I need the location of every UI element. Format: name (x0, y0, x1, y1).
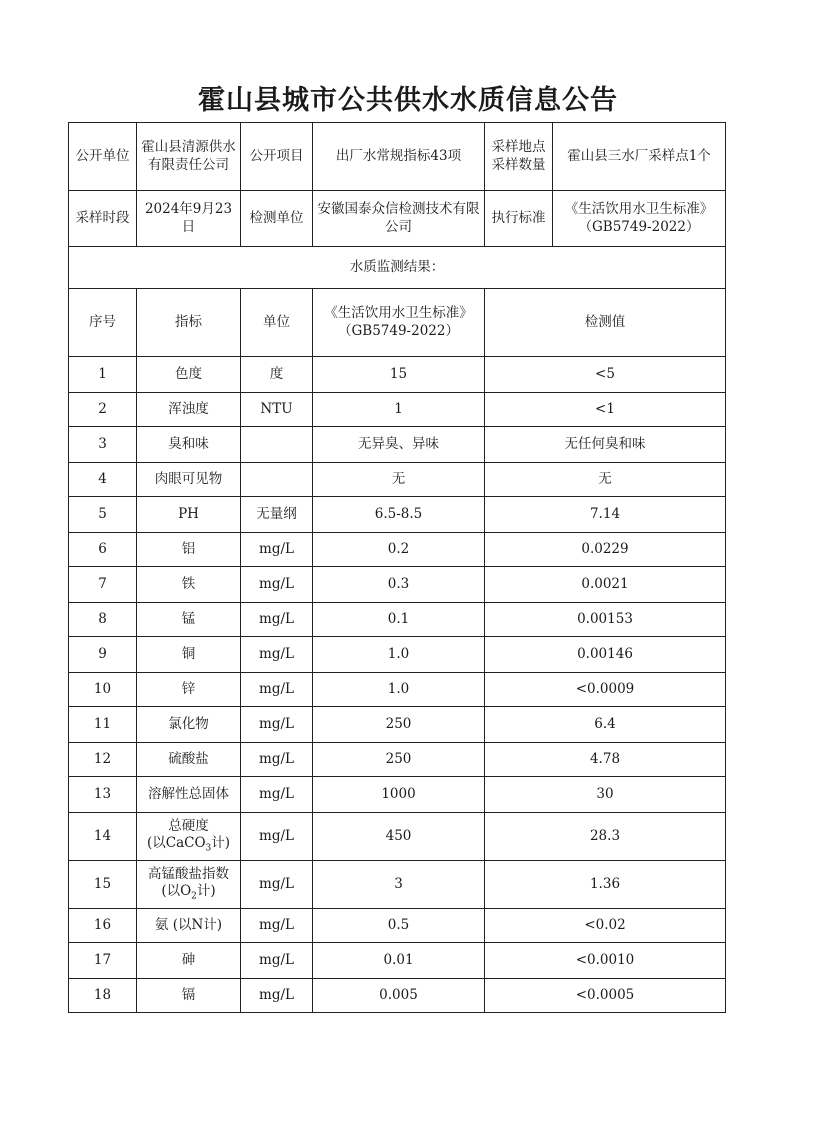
row-measured: 28.3 (485, 813, 726, 861)
row-no: 1 (69, 357, 137, 393)
row-unit (241, 427, 313, 463)
row-no: 2 (69, 393, 137, 427)
row-indicator: 铜 (137, 637, 241, 673)
indicator-basis-tail: 计) (196, 883, 216, 900)
row-no: 12 (69, 743, 137, 777)
row-unit: mg/L (241, 603, 313, 637)
row-measured: <5 (485, 357, 726, 393)
indicator-basis (140, 835, 237, 855)
label-testing-unit: 检测单位 (241, 191, 313, 247)
row-standard: 0.1 (313, 603, 485, 637)
row-no: 18 (69, 979, 137, 1013)
row-no: 5 (69, 497, 137, 533)
row-unit (241, 463, 313, 497)
row-unit: 无量纲 (241, 497, 313, 533)
indicator-basis-tail: 计) (211, 835, 231, 852)
row-indicator: 肉眼可见物 (137, 463, 241, 497)
row-standard: 250 (313, 707, 485, 743)
standard-value: 《生活饮用水卫生标准》（GB5749-2022） (553, 191, 726, 247)
row-unit: mg/L (241, 861, 313, 909)
row-standard: 250 (313, 743, 485, 777)
row-measured: 30 (485, 777, 726, 813)
indicator-name: 高锰酸盐指数 (148, 865, 229, 882)
table-row (69, 463, 726, 497)
row-unit: mg/L (241, 777, 313, 813)
column-header-row (69, 289, 726, 357)
row-indicator: 硫酸盐 (137, 743, 241, 777)
row-indicator: 氨 (以N计) (137, 909, 241, 943)
table-row (69, 637, 726, 673)
row-no: 8 (69, 603, 137, 637)
row-indicator: 砷 (137, 943, 241, 979)
publish-unit-value: 霍山县清源供水有限责任公司 (137, 123, 241, 191)
label-publish-unit: 公开单位 (69, 123, 137, 191)
row-unit: mg/L (241, 673, 313, 707)
row-indicator: 镉 (137, 979, 241, 1013)
row-unit: NTU (241, 393, 313, 427)
row-indicator: 铝 (137, 533, 241, 567)
row-standard: 无异臭、异味 (313, 427, 485, 463)
row-unit: mg/L (241, 707, 313, 743)
row-unit: mg/L (241, 909, 313, 943)
row-measured: <1 (485, 393, 726, 427)
row-indicator (137, 813, 241, 861)
row-measured: 0.0229 (485, 533, 726, 567)
row-standard: 0.01 (313, 943, 485, 979)
row-standard: 1.0 (313, 637, 485, 673)
row-no: 14 (69, 813, 137, 861)
table-row (69, 813, 726, 861)
label-sampling-location: 采样地点采样数量 (485, 123, 553, 191)
table-row (69, 909, 726, 943)
row-indicator: 锰 (137, 603, 241, 637)
row-no: 4 (69, 463, 137, 497)
row-no: 17 (69, 943, 137, 979)
table-row (69, 673, 726, 707)
row-standard: 6.5-8.5 (313, 497, 485, 533)
row-unit: mg/L (241, 743, 313, 777)
row-measured: <0.0005 (485, 979, 726, 1013)
row-indicator: 氯化物 (137, 707, 241, 743)
header-row-1 (69, 123, 726, 191)
testing-unit-value: 安徽国泰众信检测技术有限公司 (313, 191, 485, 247)
row-no: 16 (69, 909, 137, 943)
indicator-basis-subscript: 3 (205, 843, 212, 854)
row-unit: mg/L (241, 813, 313, 861)
row-measured: <0.0009 (485, 673, 726, 707)
row-no: 10 (69, 673, 137, 707)
row-indicator: 色度 (137, 357, 241, 393)
label-sampling-time: 采样时段 (69, 191, 137, 247)
row-indicator: PH (137, 497, 241, 533)
row-standard: 0.5 (313, 909, 485, 943)
col-header-indicator: 指标 (137, 289, 241, 357)
table-row (69, 943, 726, 979)
row-measured: 1.36 (485, 861, 726, 909)
table-row (69, 427, 726, 463)
row-no: 15 (69, 861, 137, 909)
table-row (69, 357, 726, 393)
table-row (69, 603, 726, 637)
row-no: 7 (69, 567, 137, 603)
row-unit: mg/L (241, 979, 313, 1013)
col-header-standard: 《生活饮用水卫生标准》（GB5749-2022） (313, 289, 485, 357)
row-indicator: 臭和味 (137, 427, 241, 463)
table-row (69, 743, 726, 777)
water-quality-table (68, 122, 726, 1013)
row-indicator: 锌 (137, 673, 241, 707)
row-no: 3 (69, 427, 137, 463)
table-row (69, 533, 726, 567)
indicator-basis (140, 883, 237, 903)
page-title: 霍山县城市公共供水水质信息公告 (198, 85, 618, 116)
publish-item-value: 出厂水常规指标43项 (313, 123, 485, 191)
row-standard: 15 (313, 357, 485, 393)
row-standard: 无 (313, 463, 485, 497)
row-indicator: 溶解性总固体 (137, 777, 241, 813)
row-standard: 450 (313, 813, 485, 861)
row-measured: 0.00153 (485, 603, 726, 637)
sampling-location-value: 霍山县三水厂采样点1个 (553, 123, 726, 191)
row-standard: 0.3 (313, 567, 485, 603)
label-standard: 执行标准 (485, 191, 553, 247)
indicator-basis-text: (以CaCO (146, 835, 206, 852)
indicator-basis-subscript: 2 (191, 891, 197, 902)
row-measured: 6.4 (485, 707, 726, 743)
row-unit: mg/L (241, 567, 313, 603)
indicator-name: 总硬度 (168, 817, 209, 834)
row-unit: mg/L (241, 533, 313, 567)
row-indicator: 铁 (137, 567, 241, 603)
row-measured: 4.78 (485, 743, 726, 777)
col-header-unit: 单位 (241, 289, 313, 357)
table-row (69, 861, 726, 909)
row-no: 13 (69, 777, 137, 813)
row-standard: 3 (313, 861, 485, 909)
indicator-basis-text: (以O (161, 883, 192, 900)
header-row-2 (69, 191, 726, 247)
section-row (69, 247, 726, 289)
table-row (69, 497, 726, 533)
col-header-no: 序号 (69, 289, 137, 357)
row-measured: 0.00146 (485, 637, 726, 673)
row-no: 11 (69, 707, 137, 743)
table-row (69, 979, 726, 1013)
sampling-time-value: 2024年9月23日 (137, 191, 241, 247)
row-measured: 7.14 (485, 497, 726, 533)
row-measured: <0.0010 (485, 943, 726, 979)
table-row (69, 567, 726, 603)
table-row (69, 777, 726, 813)
label-publish-item: 公开项目 (241, 123, 313, 191)
row-unit: mg/L (241, 943, 313, 979)
row-standard: 1.0 (313, 673, 485, 707)
row-no: 6 (69, 533, 137, 567)
row-measured: 无 (485, 463, 726, 497)
row-unit: 度 (241, 357, 313, 393)
col-header-measured: 检测值 (485, 289, 726, 357)
table-row (69, 707, 726, 743)
row-measured: <0.02 (485, 909, 726, 943)
row-indicator (137, 861, 241, 909)
row-no: 9 (69, 637, 137, 673)
row-measured: 0.0021 (485, 567, 726, 603)
row-indicator: 浑浊度 (137, 393, 241, 427)
section-title: 水质监测结果： (69, 247, 726, 289)
table-row (69, 393, 726, 427)
row-standard: 1 (313, 393, 485, 427)
row-standard: 0.2 (313, 533, 485, 567)
row-standard: 0.005 (313, 979, 485, 1013)
row-unit: mg/L (241, 637, 313, 673)
row-measured: 无任何臭和味 (485, 427, 726, 463)
row-standard: 1000 (313, 777, 485, 813)
